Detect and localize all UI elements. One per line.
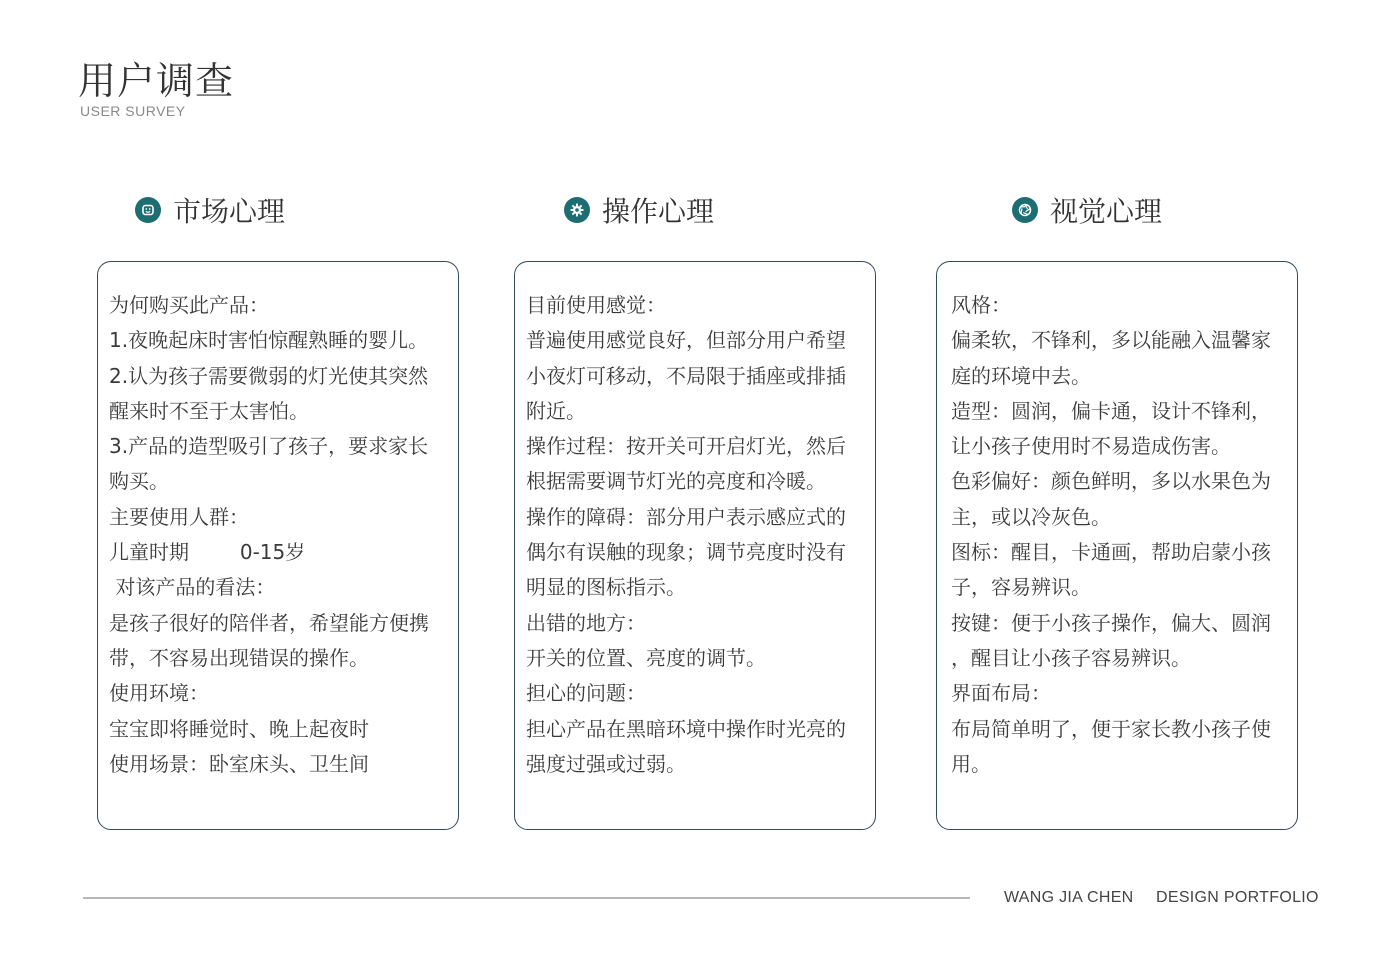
card-line: 担心产品在黑暗环境中操作时光亮的 (526, 716, 846, 741)
card-line: 小夜灯可移动，不局限于插座或排插 (526, 363, 846, 388)
card-line: 图标：醒目，卡通画，帮助启蒙小孩 (951, 540, 1271, 565)
footer-author: WANG JIA CHEN (1004, 889, 1134, 906)
card-line: 目前使用感觉： (526, 293, 666, 317)
card-line: 庭的环境中去。 (951, 363, 1091, 388)
card-line: 附近。 (526, 398, 586, 423)
card-line: 1.夜晚起床时害怕惊醒熟睡的婴儿。 (109, 328, 429, 353)
section-header-operation (564, 190, 714, 230)
smile-face-icon (135, 197, 161, 223)
card-line: 主要使用人群： (109, 504, 249, 529)
card-line: 儿童时期 0-15岁 (109, 540, 306, 565)
card-line: 操作的障碍：部分用户表示感应式的 (526, 504, 846, 529)
card-line: 2.认为孩子需要微弱的灯光使其突然 (109, 363, 429, 388)
section-title-operation: 操作心理 (602, 195, 715, 228)
card-line: 醒来时不至于太害怕。 (109, 398, 309, 423)
footer-divider (83, 897, 970, 899)
page-subtitle: USER SURVEY (80, 103, 186, 119)
card-line: 操作过程：按开关可开启灯光，然后 (526, 434, 846, 459)
card-line: 让小孩子使用时不易造成伤害。 (951, 434, 1231, 459)
card-line: 使用环境： (109, 681, 209, 706)
card-line: 3.产品的造型吸引了孩子，要求家长 (109, 434, 429, 459)
page-title: 用户调查 (78, 59, 235, 103)
footer-label: DESIGN PORTFOLIO (1156, 889, 1319, 906)
card-visual (936, 261, 1298, 830)
gear-icon (564, 197, 590, 223)
card-line: 使用场景：卧室床头、卫生间 (109, 751, 369, 776)
card-line: 按键：便于小孩子操作，偏大、圆润 (951, 610, 1271, 635)
card-line: 界面布局： (951, 681, 1051, 706)
card-line: 开关的位置、亮度的调节。 (526, 645, 766, 670)
section-header-visual (1012, 190, 1162, 230)
card-line: 购买。 (109, 469, 169, 494)
card-line: 普遍使用感觉良好，但部分用户希望 (526, 328, 846, 353)
card-line: 色彩偏好：颜色鲜明，多以水果色为 (951, 469, 1271, 494)
card-line: 宝宝即将睡觉时、晚上起夜时 (109, 716, 369, 741)
card-line: 强度过强或过弱。 (526, 751, 686, 776)
card-line: 子，容易辨识。 (951, 575, 1091, 600)
card-line: 用。 (951, 751, 991, 776)
aperture-icon (1012, 197, 1038, 223)
card-line: 担心的问题： (526, 681, 646, 706)
card-line: 偏柔软，不锋利，多以能融入温馨家 (951, 328, 1271, 353)
card-operation (514, 261, 876, 830)
card-line: 出错的地方： (526, 610, 646, 635)
card-line: 布局简单明了，便于家长教小孩子使 (951, 716, 1271, 741)
card-line: 根据需要调节灯光的亮度和冷暖。 (526, 469, 826, 494)
section-header-market (135, 190, 285, 230)
card-line: 主，或以冷灰色。 (951, 504, 1111, 529)
card-line: 为何购买此产品： (109, 293, 269, 317)
card-line: 对该产品的看法： (109, 575, 276, 600)
card-market (97, 261, 459, 830)
card-line: 明显的图标指示。 (526, 575, 686, 600)
card-line: 偶尔有误触的现象；调节亮度时没有 (526, 540, 846, 565)
section-title-market: 市场心理 (173, 195, 286, 228)
section-title-visual: 视觉心理 (1050, 195, 1163, 228)
card-line: 造型：圆润，偏卡通，设计不锋利， (951, 398, 1271, 423)
card-line: 带，不容易出现错误的操作。 (109, 645, 369, 670)
card-line: 是孩子很好的陪伴者，希望能方便携 (109, 610, 429, 635)
card-line: 风格： (951, 293, 1011, 317)
card-line: ，醒目让小孩子容易辨识。 (951, 645, 1191, 670)
